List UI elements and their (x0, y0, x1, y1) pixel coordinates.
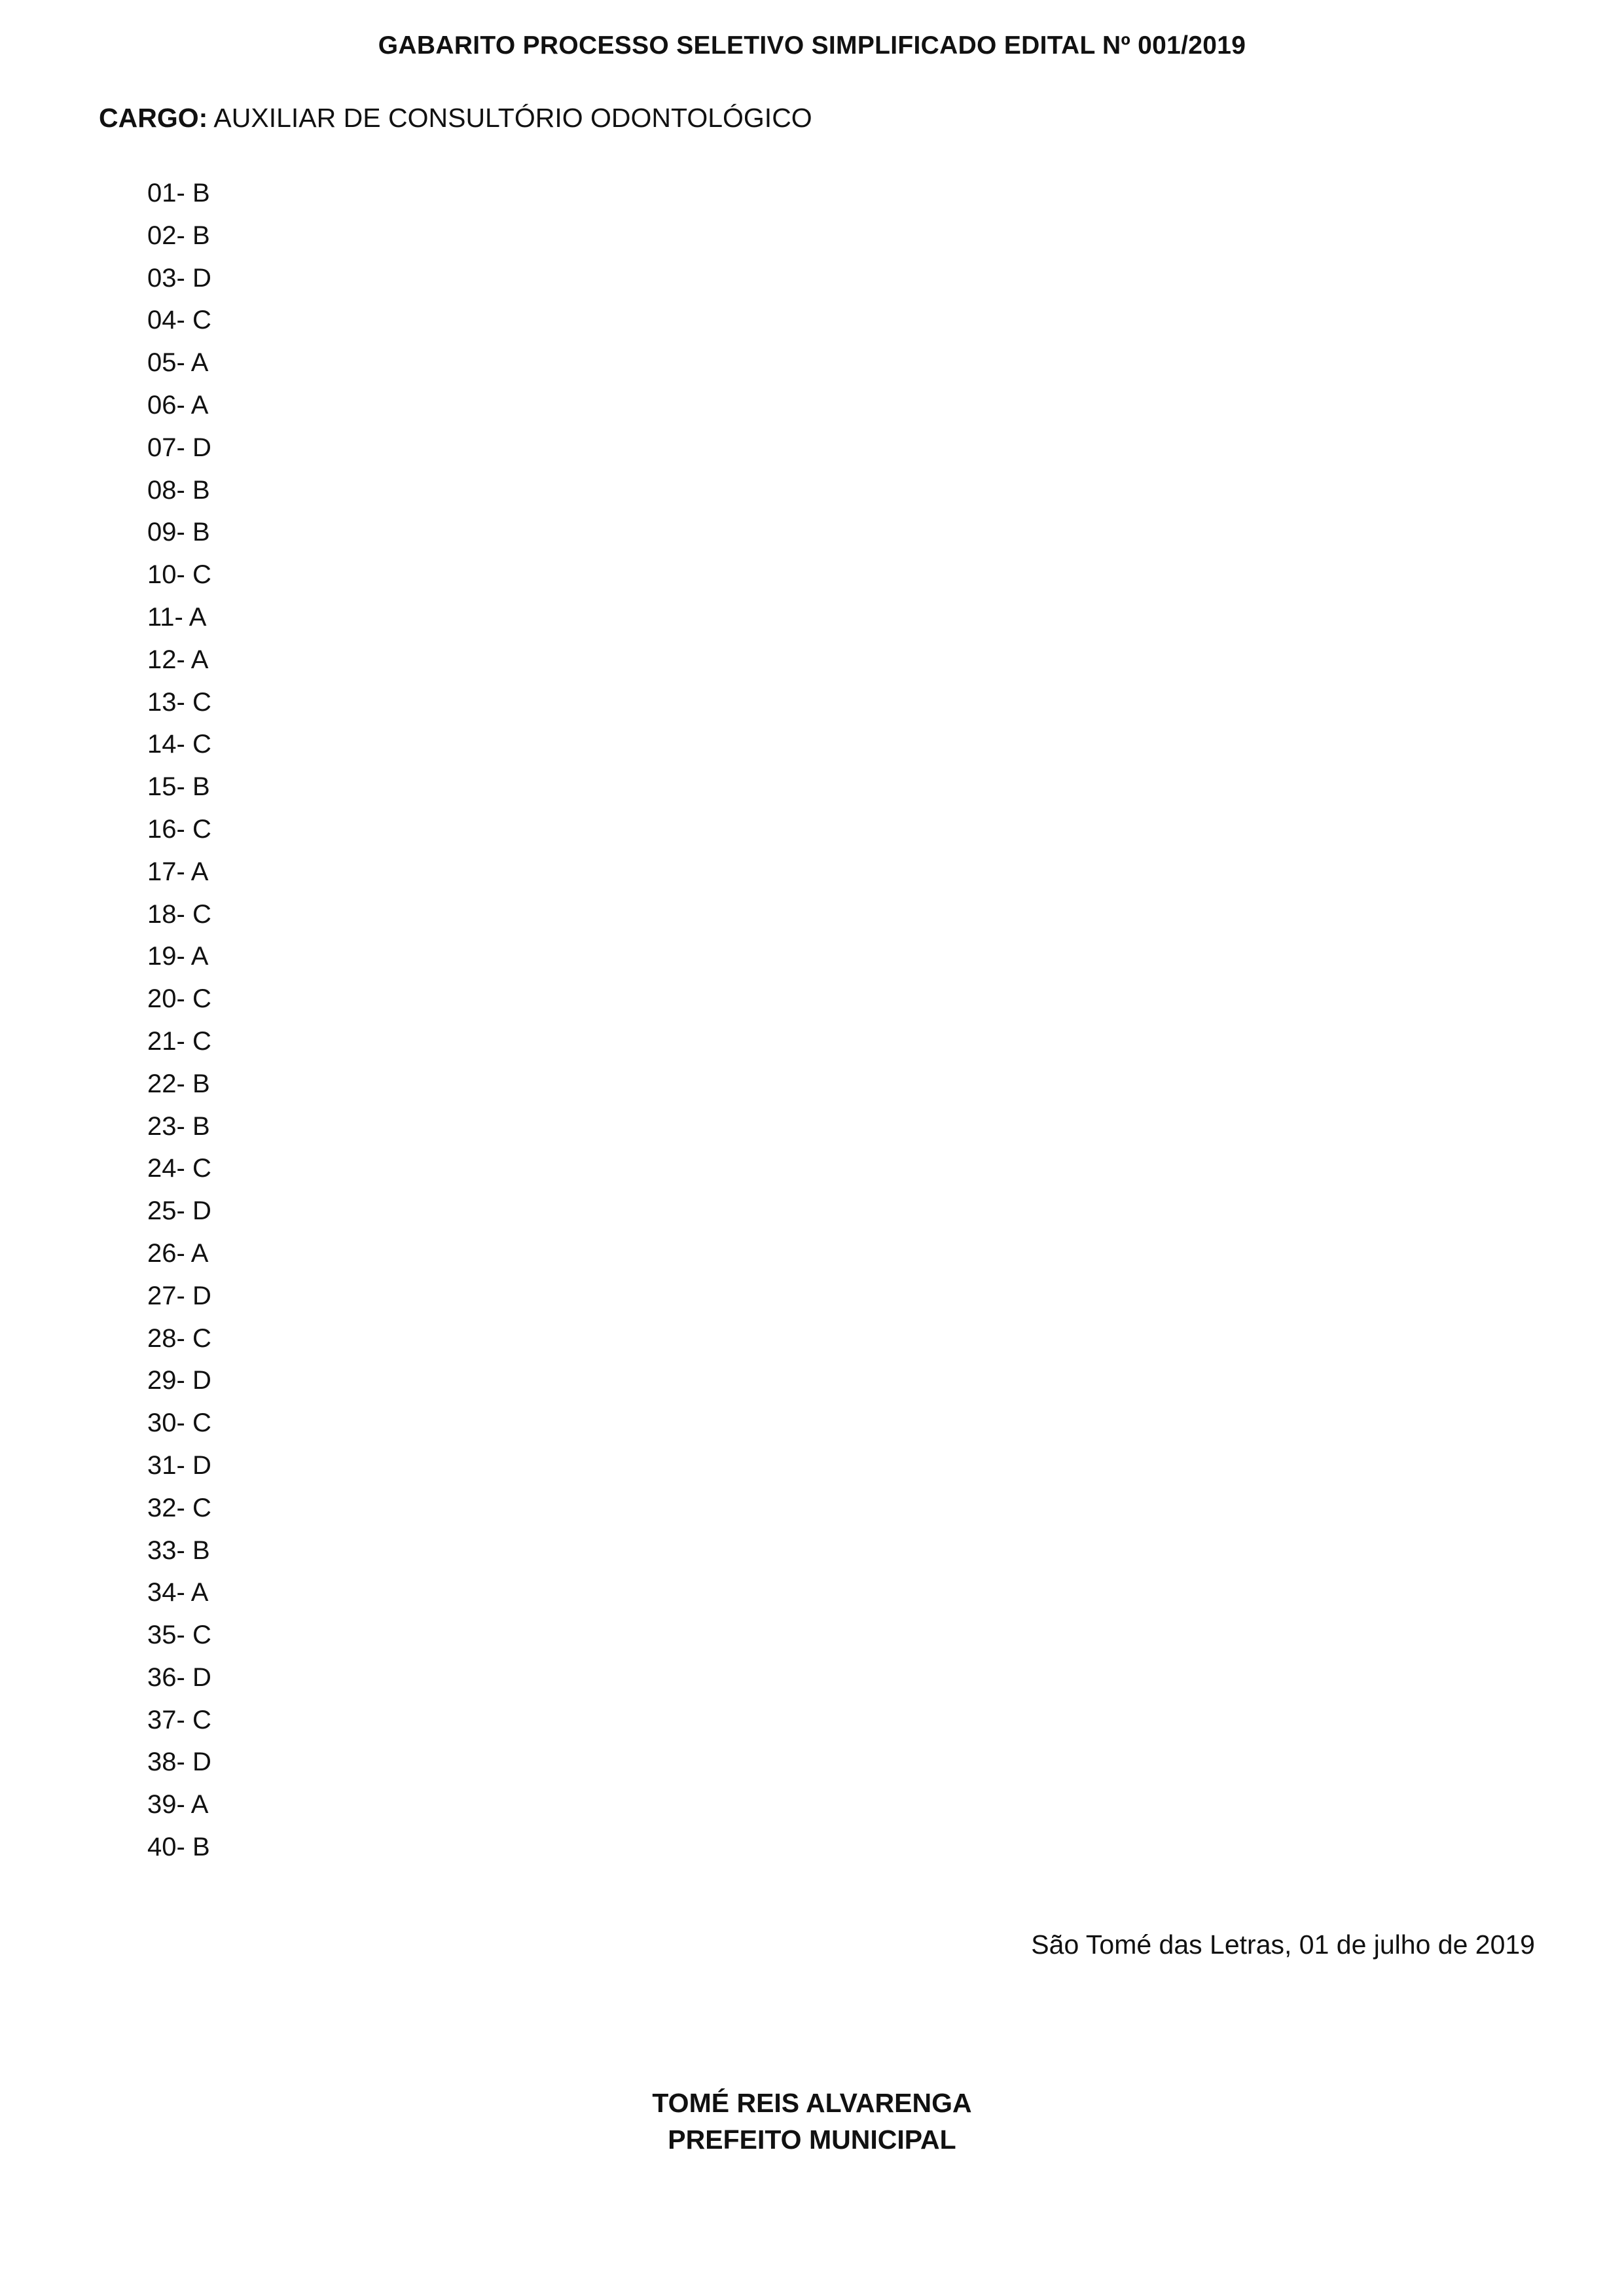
question-number: 18- (147, 899, 185, 929)
question-number: 25- (147, 1196, 185, 1226)
answer-option: C (192, 1493, 211, 1522)
answer-option: A (190, 857, 209, 886)
answer-row (147, 1826, 211, 1869)
answer-row (147, 1359, 211, 1402)
answer-row (147, 893, 211, 936)
question-number: 10- (147, 560, 185, 590)
signature-block (0, 2085, 1624, 2158)
question-number: 24- (147, 1154, 185, 1183)
answer-row (147, 215, 211, 257)
cargo-value: AUXILIAR DE CONSULTÓRIO ODONTOLÓGICO (213, 103, 812, 133)
answer-row (147, 1530, 211, 1572)
signer-role: PREFEITO MUNICIPAL (668, 2125, 956, 2155)
answer-row (147, 1571, 211, 1614)
answer-option: B (192, 1069, 210, 1098)
answer-option: A (190, 1238, 209, 1268)
question-number: 09- (147, 518, 185, 547)
question-number: 39- (147, 1790, 185, 1820)
question-number: 19- (147, 942, 185, 971)
question-number: 22- (147, 1069, 185, 1098)
question-number: 32- (147, 1493, 185, 1522)
answer-row (147, 554, 211, 596)
answer-row (147, 639, 211, 681)
answer-row (147, 766, 211, 808)
answer-option: B (192, 772, 210, 802)
question-number: 14- (147, 730, 185, 759)
answer-row (147, 1190, 211, 1232)
answer-row (147, 469, 211, 512)
answer-option: C (192, 1621, 211, 1650)
answer-option: B (192, 475, 210, 505)
answer-option: B (192, 1535, 210, 1565)
question-number: 28- (147, 1323, 185, 1353)
answer-option: A (190, 348, 209, 378)
answer-row (147, 851, 211, 893)
answer-row (147, 978, 211, 1020)
answer-row (147, 1402, 211, 1444)
answer-option: C (192, 1705, 211, 1734)
answer-row (147, 935, 211, 978)
question-number: 11- (147, 602, 183, 632)
answer-option: C (192, 687, 211, 717)
answer-row (147, 384, 211, 427)
answer-option: A (190, 1790, 209, 1820)
answer-row (147, 342, 211, 384)
question-number: 20- (147, 984, 185, 1014)
question-number: 05- (147, 348, 185, 378)
answer-option: D (192, 263, 211, 293)
question-number: 36- (147, 1662, 185, 1692)
answer-option: D (192, 1748, 211, 1777)
answer-row (147, 1487, 211, 1530)
question-number: 31- (147, 1450, 185, 1480)
answer-row (147, 1105, 211, 1148)
answer-option: A (190, 1578, 209, 1607)
question-number: 40- (147, 1833, 185, 1862)
question-number: 26- (147, 1238, 185, 1268)
answer-option: D (192, 1196, 211, 1226)
answer-row (147, 299, 211, 342)
signer-name: TOMÉ REIS ALVARENGA (652, 2088, 972, 2118)
answer-option: B (192, 1111, 210, 1141)
answer-row (147, 681, 211, 724)
question-number: 07- (147, 433, 185, 462)
question-number: 06- (147, 390, 185, 420)
question-number: 08- (147, 475, 185, 505)
answer-option: D (192, 1281, 211, 1310)
answer-row (147, 1275, 211, 1318)
answer-option: C (192, 560, 211, 590)
page-title: GABARITO PROCESSO SELETIVO SIMPLIFICADO EDITAL Nº 001/2019 (378, 31, 1246, 60)
answer-row (147, 596, 211, 639)
answer-row (147, 1444, 211, 1487)
question-number: 15- (147, 772, 185, 802)
place-date: São Tomé das Letras, 01 de julho de 2019 (1031, 1929, 1535, 1960)
answer-row (147, 1784, 211, 1826)
answer-option: D (192, 433, 211, 462)
answer-row (147, 1063, 211, 1105)
answer-option: C (192, 1154, 211, 1183)
answer-row (147, 1147, 211, 1190)
question-number: 03- (147, 263, 185, 293)
answer-option: B (192, 1833, 210, 1862)
answer-option: D (192, 1662, 211, 1692)
answer-option: C (192, 1323, 211, 1353)
answer-option: C (192, 1026, 211, 1056)
answer-option: C (192, 1408, 211, 1438)
cargo-line (99, 103, 812, 134)
answer-row (147, 1741, 211, 1784)
answer-option: C (192, 814, 211, 844)
answer-row (147, 1020, 211, 1063)
answer-option: D (192, 1366, 211, 1395)
answer-key-list (147, 172, 211, 1869)
answer-option: D (192, 1450, 211, 1480)
answer-row (147, 808, 211, 851)
question-number: 38- (147, 1748, 185, 1777)
answer-option: A (190, 390, 209, 420)
question-number: 33- (147, 1535, 185, 1565)
question-number: 23- (147, 1111, 185, 1141)
answer-row (147, 723, 211, 766)
answer-row (147, 1614, 211, 1657)
answer-option: C (192, 984, 211, 1014)
answer-option: B (192, 518, 210, 547)
answer-row (147, 1318, 211, 1360)
answer-row (147, 257, 211, 300)
question-number: 02- (147, 221, 185, 250)
question-number: 29- (147, 1366, 185, 1395)
question-number: 17- (147, 857, 185, 886)
answer-row (147, 1657, 211, 1699)
answer-row (147, 1699, 211, 1742)
cargo-label: CARGO: (99, 103, 208, 133)
question-number: 16- (147, 814, 185, 844)
answer-option: C (192, 306, 211, 335)
answer-option: A (189, 602, 207, 632)
answer-row (147, 511, 211, 554)
answer-row (147, 172, 211, 215)
question-number: 12- (147, 645, 185, 674)
question-number: 13- (147, 687, 185, 717)
answer-option: A (190, 645, 209, 674)
question-number: 01- (147, 179, 185, 207)
question-number: 35- (147, 1621, 185, 1650)
answer-row (147, 427, 211, 469)
question-number: 34- (147, 1578, 185, 1607)
question-number: 04- (147, 306, 185, 335)
answer-option: A (190, 942, 209, 971)
answer-row (147, 1232, 211, 1275)
question-number: 21- (147, 1026, 185, 1056)
question-number: 30- (147, 1408, 185, 1438)
answer-option: B (192, 221, 210, 250)
answer-option: B (192, 179, 210, 207)
question-number: 37- (147, 1705, 185, 1734)
answer-option: C (192, 730, 211, 759)
question-number: 27- (147, 1281, 185, 1310)
answer-option: C (192, 899, 211, 929)
